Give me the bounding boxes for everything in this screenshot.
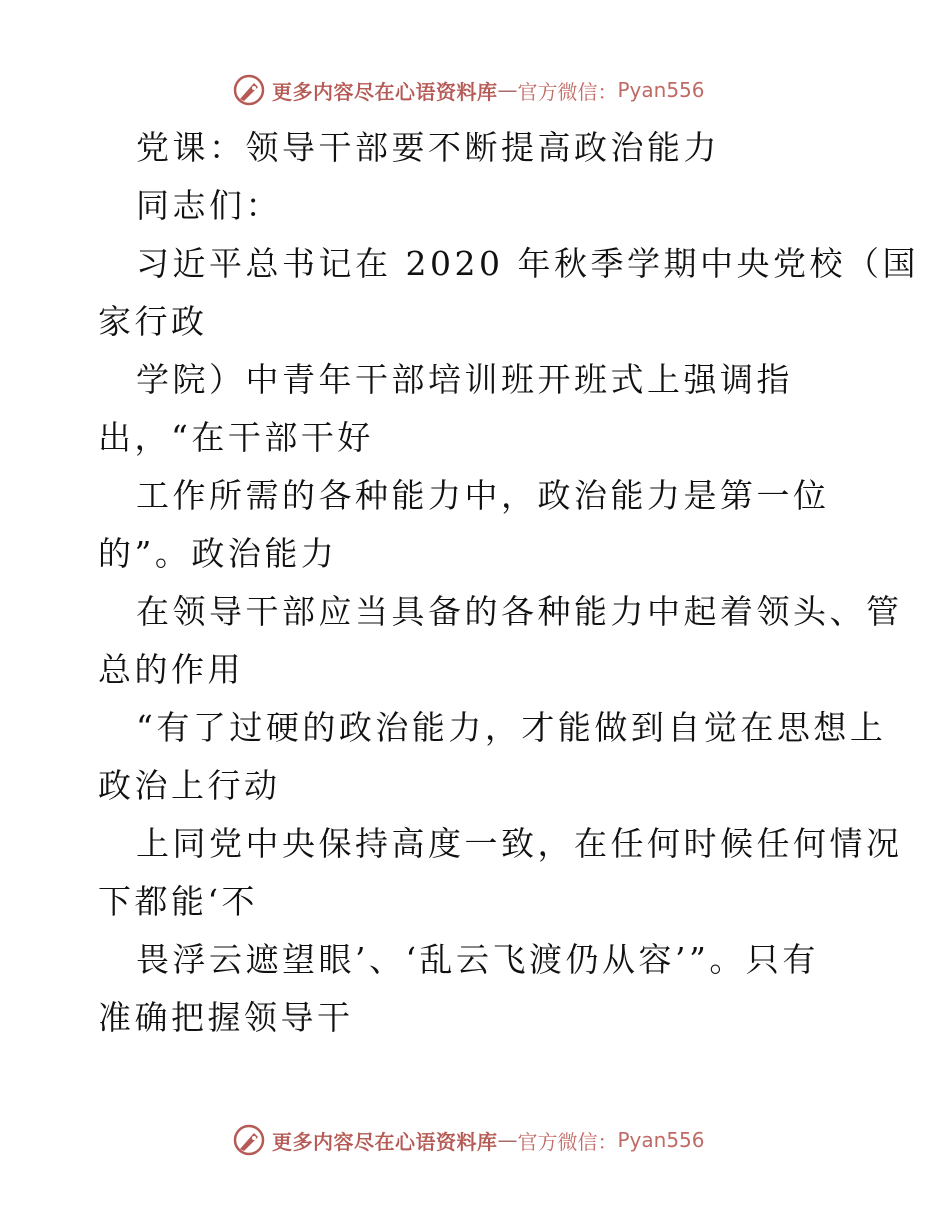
text-line: 家行政 bbox=[98, 302, 208, 341]
watermark-header bbox=[232, 72, 705, 108]
text-line: 工作所需的各种能力中，政治能力是第一位 bbox=[136, 476, 830, 515]
watermark-dash: — bbox=[497, 1128, 518, 1152]
text-line: 在领导干部应当具备的各种能力中起着领头、管 bbox=[136, 592, 903, 631]
text-line: 畏浮云遮望眼’、‘乱云飞渡仍从容’”。只有 bbox=[136, 940, 819, 979]
text-line: 总的作用 bbox=[98, 650, 244, 689]
text-line: 准确把握领导干 bbox=[98, 998, 354, 1037]
document-title: 党课：领导干部要不断提高政治能力 bbox=[136, 128, 720, 167]
watermark-wechat-label: 官方微信： bbox=[517, 1129, 618, 1154]
watermark-wechat-id: Pyan556 bbox=[617, 78, 705, 102]
watermark-main-text: 更多内容尽在心语资料库 bbox=[272, 1129, 498, 1154]
watermark-dash: — bbox=[497, 78, 518, 102]
text-line: 政治上行动 bbox=[98, 766, 281, 805]
text-line: 的”。政治能力 bbox=[98, 534, 338, 573]
watermark-wechat-id: Pyan556 bbox=[617, 1128, 705, 1152]
salutation: 同志们： bbox=[136, 186, 282, 225]
text-line: 上同党中央保持高度一致，在任何时候任何情况 bbox=[136, 824, 903, 863]
text-line: 下都能‘不 bbox=[98, 882, 258, 921]
watermark-main-text: 更多内容尽在心语资料库 bbox=[272, 79, 498, 104]
watermark-footer bbox=[232, 1122, 705, 1158]
watermark-wechat-label: 官方微信： bbox=[517, 79, 618, 104]
pen-nib-logo-icon bbox=[232, 1123, 266, 1157]
text-line: “有了过硬的政治能力，才能做到自觉在思想上 bbox=[136, 708, 887, 747]
text-line: 出，“在干部干好 bbox=[98, 418, 374, 457]
pen-nib-logo-icon bbox=[232, 73, 266, 107]
text-line: 学院）中青年干部培训班开班式上强调指 bbox=[136, 360, 793, 399]
text-line: 习近平总书记在 2020 年秋季学期中央党校（国 bbox=[136, 244, 919, 283]
